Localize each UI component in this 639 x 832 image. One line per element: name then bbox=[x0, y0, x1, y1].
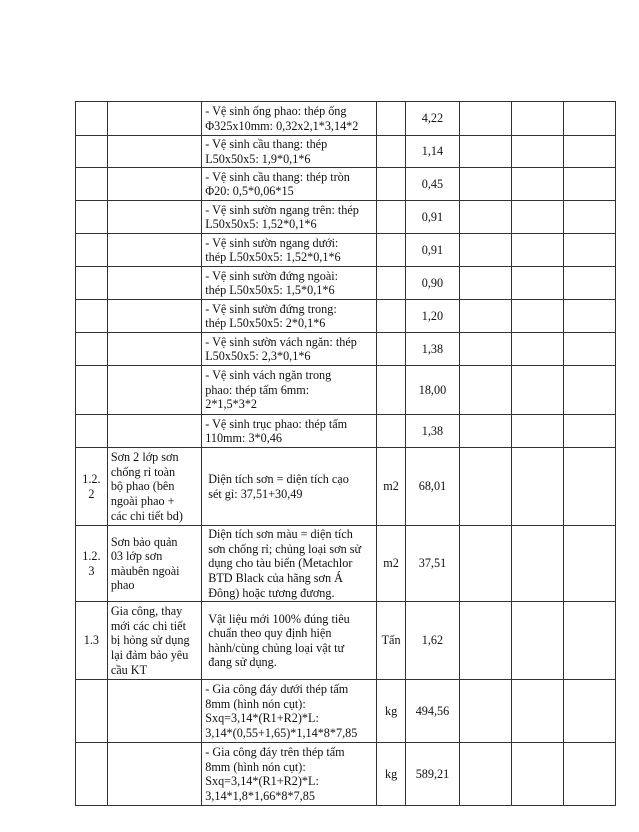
empty-cell bbox=[460, 267, 512, 300]
row-number bbox=[76, 201, 108, 234]
item-description: - Vệ sinh trục phao: thép tấm 110mm: 3*0,46 bbox=[202, 415, 377, 448]
empty-cell bbox=[460, 743, 512, 806]
empty-cell bbox=[563, 201, 615, 234]
table-row bbox=[76, 300, 616, 333]
item-unit: m2 bbox=[377, 448, 406, 526]
item-description: - Vệ sinh sườn đứng trong: thép L50x50x5: 2*0,1*6 bbox=[202, 300, 377, 333]
item-unit bbox=[377, 234, 406, 267]
item-description: Diện tích sơn = diện tích cạo sét gỉ: 37,51+30,49 bbox=[202, 448, 377, 526]
table-row bbox=[76, 366, 616, 415]
item-description: - Vệ sinh ống phao: thép ống Φ325x10mm: 0,32x2,1*3,14*2 bbox=[202, 102, 377, 136]
item-quantity: 0,91 bbox=[405, 201, 459, 234]
empty-cell bbox=[460, 168, 512, 201]
item-quantity: 0,90 bbox=[405, 267, 459, 300]
item-description: - Vệ sinh vách ngăn trong phao: thép tấm 6mm: 2*1,5*3*2 bbox=[202, 366, 377, 415]
empty-cell bbox=[511, 201, 563, 234]
item-name bbox=[107, 300, 201, 333]
row-number: 1.2. 2 bbox=[76, 448, 108, 526]
empty-cell bbox=[511, 415, 563, 448]
item-name: Gia công, thay mới các chi tiết bị hỏng sử dụng lại đảm bảo yêu cầu KT bbox=[107, 602, 201, 680]
empty-cell bbox=[460, 366, 512, 415]
row-number bbox=[76, 333, 108, 366]
item-quantity: 1,38 bbox=[405, 415, 459, 448]
empty-cell bbox=[511, 526, 563, 602]
empty-cell bbox=[563, 448, 615, 526]
item-description: - Vệ sinh cầu thang: thép tròn Φ20: 0,5*0,06*15 bbox=[202, 168, 377, 201]
row-number bbox=[76, 300, 108, 333]
item-unit bbox=[377, 267, 406, 300]
empty-cell bbox=[563, 136, 615, 168]
table-row bbox=[76, 234, 616, 267]
item-unit: kg bbox=[377, 743, 406, 806]
item-quantity: 589,21 bbox=[405, 743, 459, 806]
empty-cell bbox=[563, 526, 615, 602]
item-name bbox=[107, 267, 201, 300]
item-unit: m2 bbox=[377, 526, 406, 602]
empty-cell bbox=[511, 680, 563, 743]
row-number bbox=[76, 168, 108, 201]
empty-cell bbox=[460, 300, 512, 333]
table-row bbox=[76, 102, 616, 136]
table-row bbox=[76, 743, 616, 806]
empty-cell bbox=[460, 136, 512, 168]
item-name bbox=[107, 234, 201, 267]
row-number bbox=[76, 743, 108, 806]
item-unit bbox=[377, 366, 406, 415]
empty-cell bbox=[563, 680, 615, 743]
item-name bbox=[107, 201, 201, 234]
item-description: - Gia công đáy dưới thép tấm 8mm (hình nón cụt): Sxq=3,14*(R1+R2)*L: 3,14*(0,55+1,65)*1,14*8*7,85 bbox=[202, 680, 377, 743]
empty-cell bbox=[460, 102, 512, 136]
estimate-table bbox=[75, 101, 616, 806]
item-name bbox=[107, 415, 201, 448]
row-number bbox=[76, 366, 108, 415]
empty-cell bbox=[563, 602, 615, 680]
empty-cell bbox=[460, 602, 512, 680]
item-description: - Vệ sinh sườn vách ngăn: thép L50x50x5: 2,3*0,1*6 bbox=[202, 333, 377, 366]
item-quantity: 68,01 bbox=[405, 448, 459, 526]
item-unit bbox=[377, 333, 406, 366]
item-description: - Vệ sinh sườn đứng ngoài: thép L50x50x5: 1,5*0,1*6 bbox=[202, 267, 377, 300]
empty-cell bbox=[563, 366, 615, 415]
item-description: - Vệ sinh cầu thang: thép L50x50x5: 1,9*0,1*6 bbox=[202, 136, 377, 168]
empty-cell bbox=[511, 234, 563, 267]
row-number bbox=[76, 415, 108, 448]
table-row bbox=[76, 136, 616, 168]
item-unit bbox=[377, 201, 406, 234]
empty-cell bbox=[460, 201, 512, 234]
empty-cell bbox=[511, 136, 563, 168]
item-unit: Tấn bbox=[377, 602, 406, 680]
item-name bbox=[107, 136, 201, 168]
empty-cell bbox=[511, 333, 563, 366]
empty-cell bbox=[511, 743, 563, 806]
row-number bbox=[76, 234, 108, 267]
item-description: - Vệ sinh sườn ngang trên: thép L50x50x5: 1,52*0,1*6 bbox=[202, 201, 377, 234]
empty-cell bbox=[460, 448, 512, 526]
item-description: - Vệ sinh sườn ngang dưới: thép L50x50x5: 1,52*0,1*6 bbox=[202, 234, 377, 267]
item-name bbox=[107, 333, 201, 366]
empty-cell bbox=[563, 333, 615, 366]
table-row bbox=[76, 201, 616, 234]
item-unit: kg bbox=[377, 680, 406, 743]
empty-cell bbox=[563, 267, 615, 300]
empty-cell bbox=[563, 234, 615, 267]
item-quantity: 1,62 bbox=[405, 602, 459, 680]
item-quantity: 1,14 bbox=[405, 136, 459, 168]
item-name: Sơn 2 lớp sơn chống rỉ toàn bộ phao (bên ngoài phao + các chi tiết bd) bbox=[107, 448, 201, 526]
item-unit bbox=[377, 300, 406, 333]
item-quantity: 494,56 bbox=[405, 680, 459, 743]
table-row bbox=[76, 680, 616, 743]
table-row bbox=[76, 415, 616, 448]
item-name: Sơn bảo quản 03 lớp sơn màubên ngoài phao bbox=[107, 526, 201, 602]
empty-cell bbox=[460, 234, 512, 267]
row-number: 1.3 bbox=[76, 602, 108, 680]
table-row bbox=[76, 333, 616, 366]
empty-cell bbox=[511, 448, 563, 526]
table-row bbox=[76, 526, 616, 602]
row-number: 1.2. 3 bbox=[76, 526, 108, 602]
table-row bbox=[76, 602, 616, 680]
empty-cell bbox=[511, 267, 563, 300]
empty-cell bbox=[511, 300, 563, 333]
item-unit bbox=[377, 415, 406, 448]
item-unit bbox=[377, 168, 406, 201]
empty-cell bbox=[511, 366, 563, 415]
item-name bbox=[107, 102, 201, 136]
table-row bbox=[76, 267, 616, 300]
item-name bbox=[107, 366, 201, 415]
empty-cell bbox=[511, 602, 563, 680]
item-description: - Gia công đáy trên thép tấm 8mm (hình nón cụt): Sxq=3,14*(R1+R2)*L: 3,14*1,8*1,66*8*7,85 bbox=[202, 743, 377, 806]
item-description: Diện tích sơn màu = diện tích sơn chống rỉ; chủng loại sơn sử dụng cho tàu biển (Metachlor BTD Black của hãng sơn Á Đông) hoặc tương đương. bbox=[202, 526, 377, 602]
item-quantity: 1,38 bbox=[405, 333, 459, 366]
empty-cell bbox=[511, 102, 563, 136]
item-quantity: 1,20 bbox=[405, 300, 459, 333]
empty-cell bbox=[563, 743, 615, 806]
empty-cell bbox=[460, 680, 512, 743]
row-number bbox=[76, 136, 108, 168]
empty-cell bbox=[460, 333, 512, 366]
empty-cell bbox=[563, 300, 615, 333]
item-name bbox=[107, 680, 201, 743]
table-row bbox=[76, 168, 616, 201]
empty-cell bbox=[511, 168, 563, 201]
item-name bbox=[107, 743, 201, 806]
item-quantity: 0,91 bbox=[405, 234, 459, 267]
item-description: Vật liệu mới 100% đúng tiêu chuẩn theo quy định hiện hành/cùng chủng loại vật tư đang sử dụng. bbox=[202, 602, 377, 680]
item-quantity: 18,00 bbox=[405, 366, 459, 415]
item-quantity: 4,22 bbox=[405, 102, 459, 136]
row-number bbox=[76, 102, 108, 136]
row-number bbox=[76, 267, 108, 300]
empty-cell bbox=[460, 526, 512, 602]
row-number bbox=[76, 680, 108, 743]
item-unit bbox=[377, 102, 406, 136]
empty-cell bbox=[563, 102, 615, 136]
item-quantity: 0,45 bbox=[405, 168, 459, 201]
item-name bbox=[107, 168, 201, 201]
item-unit bbox=[377, 136, 406, 168]
table-row bbox=[76, 448, 616, 526]
empty-cell bbox=[460, 415, 512, 448]
empty-cell bbox=[563, 168, 615, 201]
empty-cell bbox=[563, 415, 615, 448]
item-quantity: 37,51 bbox=[405, 526, 459, 602]
